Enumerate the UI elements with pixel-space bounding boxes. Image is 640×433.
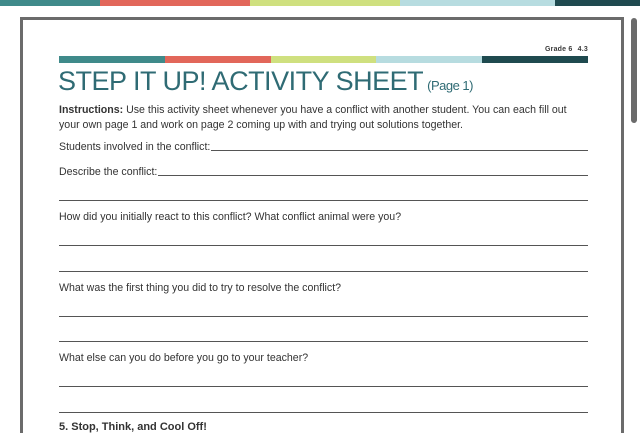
question-3: What else can you do before you go to your teacher?	[59, 352, 309, 364]
students-label: Students involved in the conflict:	[59, 141, 211, 153]
question-1: How did you initially react to this conflict? What conflict animal were you?	[59, 211, 402, 223]
title-text: STEP IT UP! ACTIVITY SHEET	[58, 66, 424, 96]
q2-answer-line-1[interactable]	[59, 316, 588, 317]
q3-answer-line-2[interactable]	[59, 412, 588, 413]
q1-answer-line-1[interactable]	[59, 245, 588, 246]
instructions-text: Use this activity sheet whenever you have a conflict with another student. You can each fill out your own page 1 and work on page 2 coming up with and trying out solutions together.	[59, 104, 567, 131]
q2-answer-line-2[interactable]	[59, 341, 588, 342]
page-title	[58, 66, 473, 97]
describe-answer-line-2[interactable]	[59, 200, 588, 201]
vertical-scrollbar[interactable]	[631, 18, 637, 123]
question-2: What was the first thing you did to try to resolve the conflict?	[59, 282, 342, 294]
describe-label: Describe the conflict:	[59, 166, 158, 178]
instructions-label: Instructions:	[59, 104, 124, 116]
lesson-number: 4.3	[577, 46, 588, 53]
students-field[interactable]	[59, 141, 588, 153]
grade-text: Grade 6	[545, 46, 573, 53]
q1-answer-line-2[interactable]	[59, 271, 588, 272]
grade-label	[545, 46, 588, 53]
instructions	[59, 103, 589, 132]
title-color-bar	[59, 56, 588, 63]
section-heading-partial: 5. Stop, Think, and Cool Off!	[59, 421, 207, 433]
describe-answer-line[interactable]	[158, 174, 588, 176]
describe-field[interactable]	[59, 166, 588, 178]
top-color-stripe	[0, 0, 640, 6]
students-answer-line[interactable]	[211, 149, 588, 151]
page-label: (Page 1)	[427, 78, 473, 93]
q3-answer-line-1[interactable]	[59, 386, 588, 387]
